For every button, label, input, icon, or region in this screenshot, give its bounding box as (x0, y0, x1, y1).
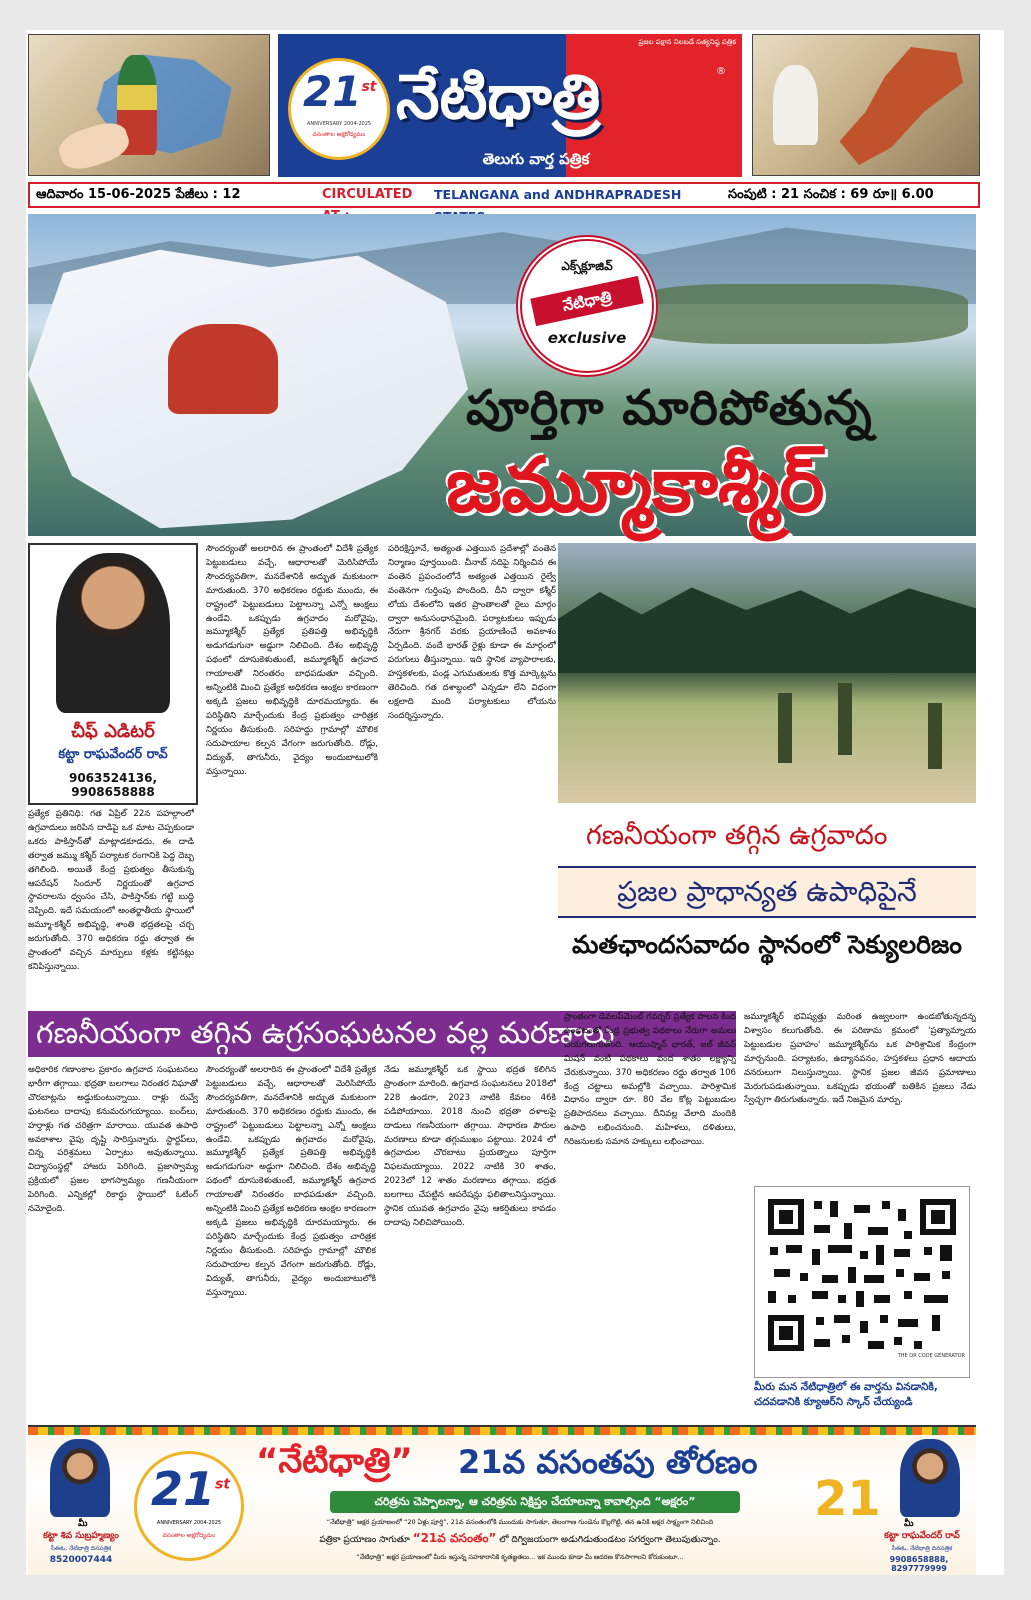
ad-badge-suffix: st (215, 1476, 231, 1493)
left-person-name: కట్టా శివ సుబ్రహ్మణ్యం (43, 1531, 119, 1541)
editor-role: చీఫ్ ఎడిటర్ (71, 721, 155, 742)
andhra-map-illustration (752, 34, 980, 176)
article-column-4: అధికారిక గణాంకాల ప్రకారం ఉగ్రవాద సంఘటనలు భారీగా తగ్గాయి. భద్రతా బలగాలు నిరంతర నిఘాతో చొరబాట్లను అడ్డుకుంటున్నాయి. రాళ్లు రువ్వే ఘటనలు దాదాపు కనుమరుగయ్యాయి. బంద్‌లు, హర్తాళ్లు గత చరిత్రగా మారాయి. యువత ఉపాధి అవకాశాల వైపు దృష్టి సారిస్తున్నారు. స్టార్టప్‌లు, చిన్న పరిశ్రమలు ఏర్పాటు అవుతున్నాయి. విద్యాసంస్థల్లో హాజరు పెరిగింది. ప్రజాస్వామ్య ప్రక్రియలో ప్రజల భాగస్వామ్యం గణనీయంగా పెరిగింది. ఎన్నికల్లో రికార్డు స్థాయిలో ఓటింగ్ నమోదైంది. (28, 1065, 198, 1215)
article-column-1: ప్రత్యేక ప్రతినిధి: గత ఏప్రిల్ 22న పహల్గాంలో ఉగ్రవాదులు జరిపిన దాడిపై ఒక మాట చెప్పకుండా ఒకరు పాకిస్తాన్‌తో మాట్లాడకూడదు. ఈ దాడి తర్వాత జమ్ము కశ్మీర్ పర్యాటక రంగానికి పెద్ద దెబ్బ తగిలింది. అయితే కేంద్ర ప్రభుత్వం తీసుకున్న ఆపరేషన్ సిందూర్ నిర్ణయంతో ఉగ్రవాద స్థావరాలను ధ్వంసం చేసి, పాకిస్తాన్‌కు గట్టి బుద్ధి చెప్పింది. ఇదే సమయంలో అంతర్జాతీయ స్థాయిలో జమ్మూ-కశ్మీర్ అభివృద్ధి, శాంతి భద్రతలపై చర్చ జరుగుతోంది. 370 అధికరణ రద్దు తర్వాత ఈ ప్రాంతంలో వచ్చిన మార్పులు కళ్లకు కట్టినట్లు కనిపిస్తున్నాయి. (28, 809, 194, 972)
festive-garland (28, 1427, 976, 1435)
ad-line-2 (250, 1531, 790, 1548)
subhead-terrorism-declined: గణనీయంగా తగ్గిన ఉగ్రవాదం (586, 820, 888, 851)
soldier-figure (838, 683, 852, 755)
article-column-5: నేడు జమ్మూకశ్మీర్ ఒక స్థాయి భద్రత కలిగిన ప్రాంతంగా మారింది. ఉగ్రవాద సంఘటనలు 2018లో 228 ఉండగా, 2023 నాటికి కేవలం 46కి పడిపోయాయి. 2018 నుంచి భద్రతా దళాలపై దాడులు గణనీయంగా తగ్గాయి. సాధారణ పౌరుల మరణాలు కూడా తగ్గుముఖం పట్టాయి. 2024 లో ఉగ్రవాదుల చొరబాటు ప్రయత్నాలు పూర్తిగా విఫలమయ్యాయి. 2022 నాటికి 30 శాతం, 2023లో 12 శాతం మరణాలు తగ్గాయి. భద్రత బలగాలు చేపట్టిన ఆపరేషన్లు ఫలితాలనిస్తున్నాయి. స్థానిక యువత ఉగ్రవాదం వైపు ఆకర్షితులు కావడం దాదాపు నిలిచిపోయింది. (384, 1065, 556, 1228)
qr-generator-tag: THE QR CODE GENERATOR (897, 1353, 965, 1359)
editor-photo (56, 553, 170, 713)
ad-line-3: “నేటిధాత్రి” అక్షర ప్రయాణంలో మీరు ఇస్తున్న సహకారానికి కృతజ్ఞతలు... ఇక ముందు కూడా మీ ఆదరణ కొనసాగాలని కోరుకుంటూ... (356, 1553, 684, 1561)
editor-phone: 9063524136, 9908658888 (68, 771, 158, 799)
left-person-phone: 8520007444 (49, 1555, 113, 1565)
subhead-employment-priority: ప్రజల ప్రాధాన్యత ఉపాధిపైనే (558, 866, 976, 918)
purple-banner-headline: గణనీయంగా తగ్గిన ఉగ్రసంఘటనల వల్ల మరణాలు (28, 1011, 736, 1057)
article-column-2: సౌందర్యంతో అలరారిన ఈ ప్రాంతంలో విదేశీ ప్రత్యేక పెట్టుబడులు వచ్చే, ఆధారాలతో మెరిసిపోయే సౌందర్యవతిగా, మనదేశానికి అద్భుత మకుటంగా మారుతుంది. 370 అధికరణం రద్దుకు ముందు, ఈ రాష్ట్రంలో పెట్టుబడులు పెట్టాలన్నా ఎన్నో ఆంక్షలు ఉండేవి. ఒకప్పుడు ఉగ్రవాదం మరోవైపు, జమ్మూకశ్మీర్ ప్రత్యేక ప్రతిపత్తి అభివృద్ధికి అడుగడుగునా అడ్డుగా నిలిచింది. దేశం అభివృద్ధి పథంలో దూసుకెళుతుంటే, జమ్మూకశ్మీర్ ఉగ్రవాద గాయాలతో నిరంతరం బాధపడుతూ వచ్చింది. అన్నింటికి మించి ప్రత్యేక అధికరణ ఆంక్షల కారణంగా అక్కడి ప్రజలు అభివృద్ధికి దూరమయ్యారు. ఈ పరిస్థితిని మార్చేందుకు కేంద్ర ప్రభుత్వం చారిత్రక నిర్ణయం తీసుకుంది. సరిహద్దు గ్రామాల్లో మౌలిక సదుపాయాల కల్పన వేగంగా జరుగుతోంది. రోడ్లు, విద్యుత్, తాగునీరు, వైద్యం అందుబాటులోకి వస్తున్నాయి. (206, 544, 378, 777)
dateline-bar (28, 182, 980, 208)
article-column-3: పరిరక్షిస్తూనే, అత్యంత ఎత్తయిన ప్రదేశాల్లో వంతెన నిర్మాణం పూర్తయింది. చీనాబ్ నదిపై నిర్మించిన ఈ వంతెన ప్రపంచంలోనే అత్యంత ఎత్తయిన రైల్వే వంతెనగా గుర్తింపు పొందింది. దీని ద్వారా కశ్మీర్ లోయ దేశంలోని ఇతర ప్రాంతాలతో రైలు మార్గం ద్వారా అనుసంధానమైంది. పర్యాటకులు ఇప్పుడు నేరుగా శ్రీనగర్ వరకు ప్రయాణించే అవకాశం ఏర్పడింది. వందే భారత్ రైళ్లు కూడా ఈ మార్గంలో పరుగులు తీస్తున్నాయి. ఇది స్థానిక వ్యాపారాలకు, హస్తకళలకు, పండ్ల ఎగుమతులకు కొత్త మార్కెట్లను తెరిచింది. గత దశాబ్దంలో ఎన్నడూ లేని విధంగా లక్షలాది మంది పర్యాటకులు లోయను సందర్శిస్తున్నారు. (388, 544, 556, 721)
article-column-4b: సౌందర్యంతో అలరారిన ఈ ప్రాంతంలో విదేశీ ప్రత్యేక పెట్టుబడులు వచ్చే, ఆధారాలతో మెరిసిపోయే సౌందర్యవతిగా, మనదేశానికి అద్భుత మకుటంగా మారుతుంది. 370 అధికరణం రద్దుకు ముందు, ఈ రాష్ట్రంలో పెట్టుబడులు పెట్టాలన్నా ఎన్నో ఆంక్షలు ఉండేవి. ఒకప్పుడు ఉగ్రవాదం మరోవైపు, జమ్మూకశ్మీర్ ప్రత్యేక ప్రతిపత్తి అభివృద్ధికి అడుగడుగునా అడ్డుగా నిలిచింది. దేశం అభివృద్ధి పథంలో దూసుకెళుతుంటే, జమ్మూకశ్మీర్ ఉగ్రవాద గాయాలతో నిరంతరం బాధపడుతూ వచ్చింది. అన్నింటికి మించి ప్రత్యేక అధికరణ ఆంక్షల కారణంగా అక్కడి ప్రజలు అభివృద్ధికి దూరమయ్యారు. ఈ పరిస్థితిని మార్చేందుకు కేంద్ర ప్రభుత్వం చారిత్రక నిర్ణయం తీసుకుంది. సరిహద్దు గ్రామాల్లో మౌలిక సదుపాయాల కల్పన వేగంగా జరుగుతోంది. రోడ్లు, విద్యుత్, తాగునీరు, వైద్యం అందుబాటులోకి వస్తున్నాయి. (206, 1065, 376, 1298)
pine-forest (558, 583, 976, 673)
badge-telugu: వసంతాల అక్షరోద్యమం (312, 131, 366, 138)
ad-line-1: “నేటిధాత్రి” అక్షర ప్రయాణంలో “20 ఏళ్లు పూర్తి”, 21వ వసంతంలోకి ముందుకు సాగుతూ, తెలంగాణ గుండెను కొల్లగొట్టి, తన ఉనికి అక్షర సాక్ష్యంగా నిలిచింది (326, 1518, 714, 1526)
editor-profile-box (28, 543, 198, 805)
ad-badge-number: 21 (151, 1462, 216, 1516)
anniversary-badge (288, 58, 390, 160)
right-greeting: మీ (904, 1519, 914, 1529)
right-person-photo (900, 1439, 960, 1517)
newspaper-page (26, 30, 1004, 1575)
right-person-phone: 9908658888, 8297779999 (889, 1555, 949, 1573)
qr-caption: మీరు మన నేటిధాత్రిలో ఈ వార్తను వినడానికి, చదవడానికి క్యూఆర్‌ని స్కాన్ చేయ్యండి (754, 1381, 938, 1408)
soldiers-meadow-photo (558, 543, 976, 803)
masthead-tagline: ప్రజల పక్షాన నిలబడే సత్యనిష్ఠ పత్రిక (638, 38, 736, 46)
soldier-figure (778, 693, 792, 763)
left-greeting: మీ (78, 1519, 88, 1529)
anniversary-advertisement (28, 1425, 976, 1575)
newspaper-title: నేటిధాత్రి (396, 60, 601, 133)
headline-line-1: పూర్తిగా మారిపోతున్న (466, 380, 873, 436)
stamp-top-text: ఎక్స్‌క్లూజివ్ (561, 259, 613, 273)
circulated-states: TELANGANA and ANDHRAPRADESH (434, 187, 682, 202)
ad-strip: చరిత్రను చెప్పాలన్నా, ఆ చరిత్రను నిక్షిప్తం చేయాలన్నా కావాల్సింది “అక్షరం” (330, 1491, 740, 1513)
ad-line-2b: “21వ వసంతం” (412, 1531, 497, 1545)
badge-number: 21 (303, 67, 362, 116)
ad-line-2a: పత్రికా ప్రయాణం సాగుతూ (319, 1535, 410, 1545)
circulated-label: CIRCULATED (322, 187, 413, 202)
ad-anniversary-badge (134, 1451, 244, 1561)
editor-name: కట్టా రాఘవేందర్ రావ్ (58, 747, 168, 762)
badge-suffix: st (361, 79, 377, 95)
telangana-map-illustration (28, 34, 270, 176)
ad-headline-main: 21వ వసంతపు తోరణం (458, 1443, 758, 1481)
stamp-bottom-text: exclusive (547, 329, 627, 347)
floating-gardens (628, 284, 968, 344)
shikara-boat (168, 324, 278, 414)
exclusive-stamp (516, 235, 658, 377)
headline-line-2: జమ్మూకాశ్మీర్ (446, 440, 825, 529)
badge-anniversary: ANNIVERSARY 2004-2025 (306, 121, 372, 127)
newspaper-subtitle: తెలుగు వార్త పత్రిక (482, 150, 590, 168)
ad-badge-anniversary: ANNIVERSARY 2004-2025 (156, 1520, 222, 1526)
ad-21-emblem: 21 (814, 1471, 881, 1527)
ad-headline-paper: “నేటిధాత్రి” (256, 1441, 413, 1481)
subhead-secularism: మతఛాందసవాదం స్థానంలో సెక్యులరిజం (572, 930, 962, 959)
left-person-photo (50, 1439, 110, 1517)
qr-code-box[interactable] (754, 1186, 970, 1378)
date-issue-pages: ఆదివారం 15-06-2025 పేజీలు : 12 (36, 187, 241, 202)
soldier-figure (928, 703, 942, 769)
qr-code (764, 1195, 960, 1355)
ad-line-2c: లో దిగ్విజయంగా అడుగిడుతుండటం సగర్వంగా తెలుపుతున్నాం. (499, 1535, 721, 1545)
volume-price: సంపుటి : 21 సంచిక : 69 రూ॥ 6.00 (728, 187, 934, 202)
right-person-role: సీఈఓ, నేటిధాత్రి దినపత్రిక (891, 1545, 953, 1552)
article-column-7: జమ్మూకశ్మీర్ భవిష్యత్తు మరింత ఉజ్వలంగా ఉండబోతున్నదన్న విశ్వాసం కలుగుతోంది. ఈ పరిణామ క్రమంలో 'ప్రత్యామ్నాయ పెట్టుబడుల ప్రవాహం' జమ్మూకశ్మీర్‌ను ఒక పారిశ్రామిక కేంద్రంగా మార్చనుంది. పర్యాటకం, ఉద్యానవనం, హస్తకళలు ప్రధాన ఆదాయ వనరులుగా నిలుస్తున్నాయి. స్థానిక ప్రజల జీవన ప్రమాణాలు మెరుగుపడుతున్నాయి. ఒకప్పుడు భయంతో బతికిన ప్రజలు నేడు స్వేచ్ఛగా తిరుగుతున్నారు. ఇదే నిజమైన మార్పు. (744, 1012, 976, 1106)
stamp-logo-text: నేటిధాత్రి (530, 276, 643, 326)
article-column-6: ప్రాంతంగా డెవలప్‌మెంట్ గవర్నర్ ప్రత్యేక పాలన కింద ఉండటంతో కేంద్ర ప్రభుత్వ పథకాలు నేరుగా అమలు చేయగలుగుతోంది. ఆయుష్మాన్ భారత్, జల్ జీవన్ మిషన్ వంటి పథకాలు వంద శాతం లక్ష్యాన్ని చేరుకున్నాయి. 370 అధికరణం రద్దు తర్వాత 106 కేంద్ర చట్టాలు అమల్లోకి వచ్చాయి. పారిశ్రామిక విధానం ద్వారా రూ. 80 వేల కోట్ల పెట్టుబడుల ప్రతిపాదనలు వచ్చాయి. దీనివల్ల వేలాది మందికి ఉపాధి లభించనుంది. మహిళలు, దళితులు, గిరిజనులకు సమాన హక్కులు లభించాయి. (564, 1012, 736, 1148)
ad-badge-telugu: వసంతాల అక్షరోద్యమం (162, 1532, 216, 1539)
right-person-name: కట్టా రాఘవేందర్ రావ్ (884, 1531, 960, 1541)
left-person-role: సీఈఓ, నేటిధాత్రి దినపత్రిక (50, 1545, 112, 1552)
registered-mark: ® (716, 66, 726, 77)
